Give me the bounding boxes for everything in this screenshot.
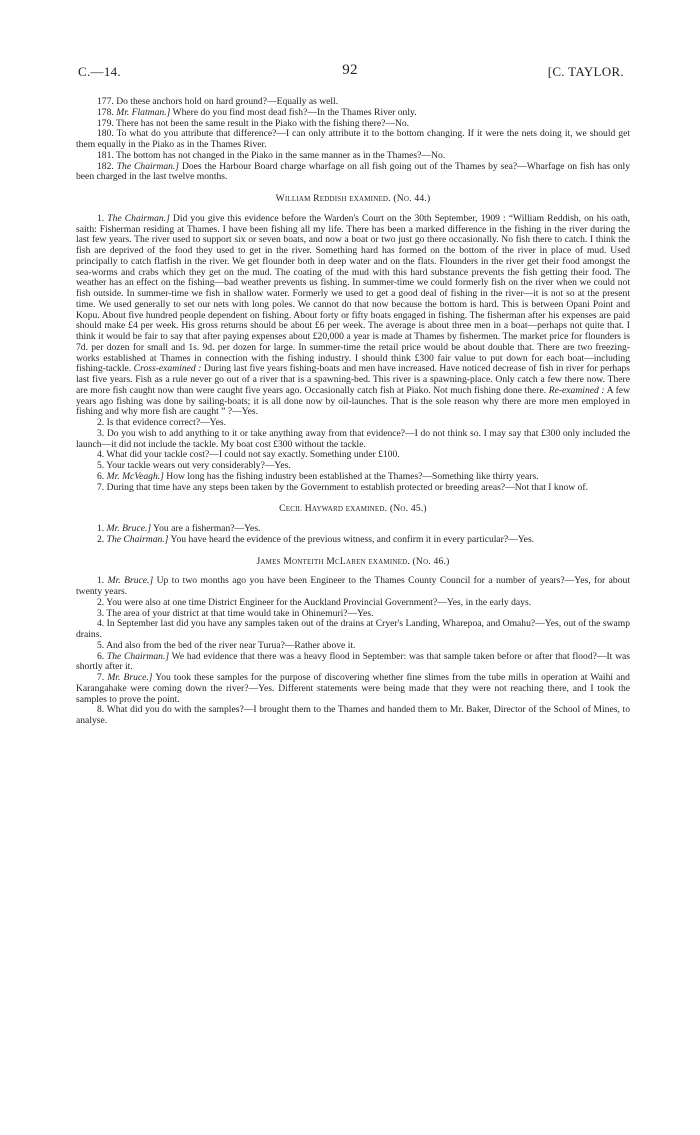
reddish-question-7: 7. During that time have any steps been taken by the Government to establish protected or breeding areas?—Not that I know of.: [97, 481, 589, 493]
page-number: 92: [342, 62, 358, 78]
hayward-question-1: 1. Mr. Bruce.] You are a fisherman?—Yes.: [97, 523, 261, 534]
mclaren-question-7: 7. Mr. Bruce.] You took these samples for the purpose of discovering whether fine slimes from the tube mills in operation at Waihi and Karangahake were coming down the river?—Yes. Different statements were being made that they were not reaching there, and I took the samples to prove the point.: [76, 672, 630, 705]
mclaren-question-1: 1. Mr. Bruce.] Up to two months ago you have been Engineer to the Thames County Council for a number of years?—Yes, for about twenty years.: [76, 575, 630, 597]
witness-heading-mclaren: James Monteith McLaren examined. (No. 46.): [256, 555, 450, 567]
reddish-question-1: 1. The Chairman.] Did you give this evidence before the Warden's Court on the 30th September, 1909 : “William Reddish, on his oath, saith: Fisherman residing at Thames. I have been fishing all my life. There has been a marked difference in the fishing in the river during the last few years. The river used to support six or seven boats, and now a boat or two just go there occasionally. No fish there to catch. I think the fish are deprived of the food they used to get in the river. Something hard has formed on the bottom of the river in place of mud. Used principally to catch flatfish in the river. We get flounder both in deep water and on the flats. Flounders in the river get their food amongst the sea-worms and crabs which they get on the mud. The coating of the mud with this hard substance prevents the fish getting their food. The weather has an effect on the fishing—bad weather prevents us fishing. In summer-time we could formerly fish on the river when we could not fish outside. In summer-time we fish in shallow water. Formerly we used to get a good deal of fishing in the river—it is not so at the present time. We used generally to set our nets with long poles. We cannot do that now because the bottom is hard. This is between Opani Point and Kopu. About five hundred people dependent on fishing. About forty or fifty boats engaged in fishing. The fisherman after his expenses are paid should make £4 per week. His gross returns should be about £6 per week. The average is about three men in a boat—perhaps not quite that. I think it would be fair to say that after paying expenses about £20,000 a year is made at Thames by fishermen. The market price for flounders is 7d. per dozen for small and 1s. 9d. per dozen for large. In summer-time the retail price would be about double that. There are two freezing-works established at Thames in connection with the fishing industry. I should think £300 fair value to put down for each boat—including fishing-tackle. Cross-examined : During last five years fishing-boats and men have increased. Have noticed decrease of fish in river for perhaps last five years. Fish as a rule never go out of a river that is a spawning-bed. This river is a spawning-place. Only catch a few there now. There are more fish caught now than were caught five years ago. Occasionally catch fish at Piako. Not much fishing done there. Re-examined : A few years ago fishing was done by sailing-boats; it is all done now by oil-launches. That is the sole reason why there are more men employed in fishing and why more fish are caught ” ?—Yes.: [76, 212, 631, 418]
reddish-question-2: 2. Is that evidence correct?—Yes.: [97, 417, 227, 428]
question-177: 177. Do these anchors hold on hard ground?—Equally as well.: [97, 96, 339, 107]
reddish-question-3: 3. Do you wish to add anything to it or take anything away from that evidence?—I do not think so. I may say that £300 only included the launch—it did not include the tackle. My boat cost £300 without the tackle.: [76, 427, 630, 450]
mclaren-question-4: 4. In September last did you have any samples taken out of the drains at Cryer's Landing, Wharepoa, and Omahu?—Yes, out of the swamp drains.: [76, 618, 630, 640]
mclaren-question-2: 2. You were also at one time District Engineer for the Auckland Provincial Government?—Yes, in the early days.: [97, 596, 532, 608]
witness-heading-hayward: Cecil Hayward examined. (No. 45.): [279, 503, 427, 515]
question-179: 179. There has not been the same result in the Piako with the fishing there?—No.: [97, 117, 410, 129]
running-head: [C. TAYLOR.: [547, 64, 624, 79]
reddish-question-6: 6. Mr. McVeagh.] How long has the fishing industry been established at the Thames?—Something like thirty years.: [97, 470, 539, 482]
report-code: C.—14.: [78, 64, 121, 79]
reddish-question-4: 4. What did your tackle cost?—I could not say exactly. Something under £100.: [97, 449, 400, 461]
mclaren-question-8: 8. What did you do with the samples?—I brought them to the Thames and handed them to Mr. Baker, Director of the School of Mines, to analyse.: [76, 704, 630, 726]
question-182: 182. The Chairman.] Does the Harbour Board charge wharfage on all fish going out of the Thames by sea?—Wharfage on fish has only been charged in the last twelve months.: [76, 160, 630, 183]
witness-heading-reddish: William Reddish examined. (No. 44.): [275, 193, 431, 204]
hayward-question-2: 2. The Chairman.] You have heard the evidence of the previous witness, and confirm it in every particular?—Yes.: [97, 533, 535, 545]
mclaren-question-5: 5. And also from the bed of the river near Turua?—Rather above it.: [97, 639, 356, 651]
reddish-question-5: 5. Your tackle wears out very considerably?—Yes.: [97, 460, 291, 471]
mclaren-question-3: 3. The area of your district at that time would take in Ohinemuri?—Yes.: [97, 607, 374, 619]
question-180: 180. To what do you attribute that difference?—I can only attribute it to the bottom changing. If it were the nets doing it, we should get them equally in the Piako as in the Thames River.: [76, 128, 630, 150]
body-text: [76, 97, 630, 727]
question-181: 181. The bottom has not changed in the Piako in the same manner as in the Thames?—No.: [97, 149, 446, 161]
question-178: 178. Mr. Flatman.] Where do you find most dead fish?—In the Thames River only.: [97, 106, 417, 118]
mclaren-question-6: 6. The Chairman.] We had evidence that there was a heavy flood in September: was that sample taken before or after that flood?—It was shortly after it.: [76, 650, 630, 673]
